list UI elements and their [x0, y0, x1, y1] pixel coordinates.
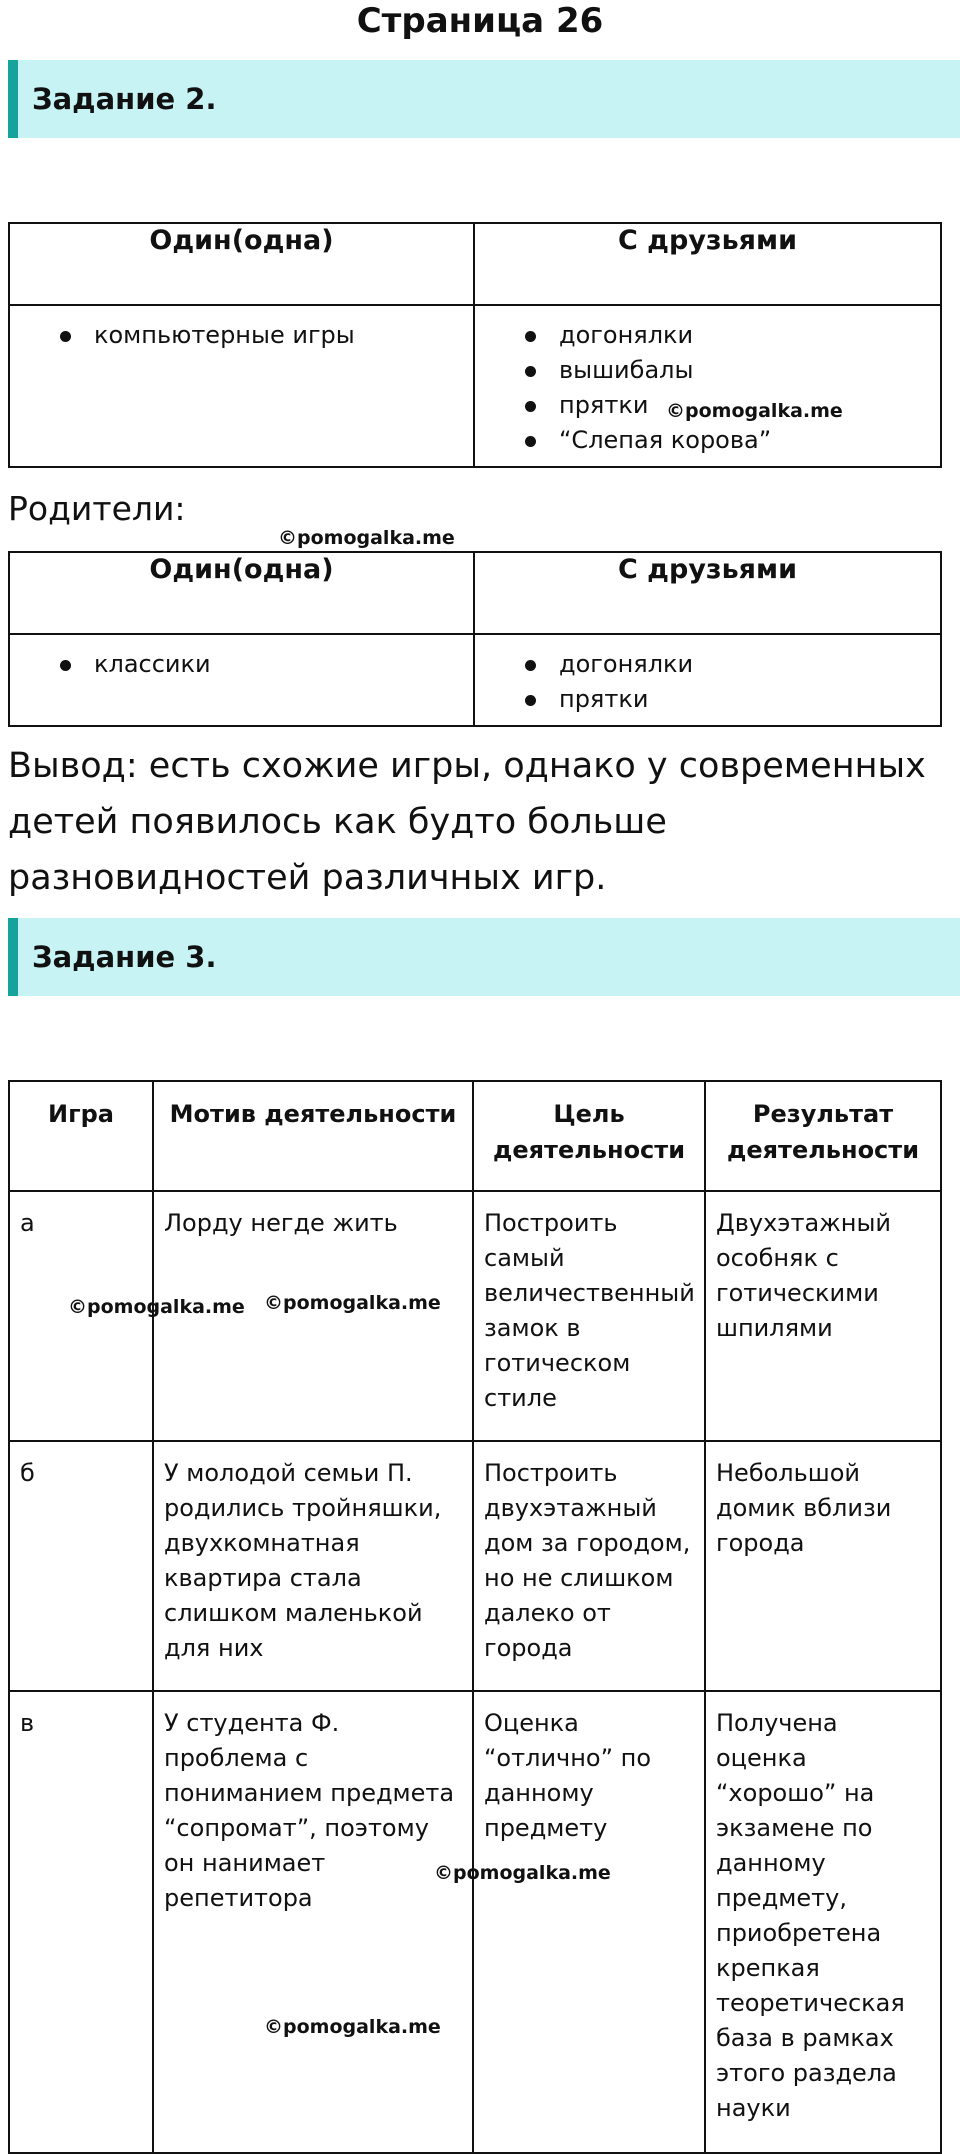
cell-friends-games [474, 305, 941, 467]
watermark: ©pomogalka.me [434, 1862, 611, 1884]
parents-label: Родители: [8, 489, 186, 528]
cell-result: Двухэтажный особняк с готическими шпилями [705, 1191, 941, 1441]
table-header-row [9, 1081, 941, 1191]
cell-goal: Построить двухэтажный дом за городом, но не слишком далеко от города [473, 1441, 705, 1691]
cell-game: б [9, 1441, 153, 1691]
conclusion-text: Вывод: есть схожие игры, однако у современных детей появилось как будто больше разновидностей различных игр. [8, 746, 926, 898]
activity-table [8, 1080, 942, 2154]
cell-alone-games [9, 634, 474, 726]
list-item: компьютерные игры [10, 318, 473, 353]
cell-motive: У студента Ф. проблема с пониманием предмета “сопромат”, поэтому он нанимает репетитора [153, 1691, 473, 2153]
header-game: Игра [9, 1081, 153, 1191]
header-goal: Цель деятельности [473, 1081, 705, 1191]
table-header-row [9, 552, 941, 634]
games-table-children [8, 222, 942, 468]
task-2-heading: Задание 2. [8, 60, 960, 138]
table-row [9, 1441, 941, 1691]
list-item: догонялки [475, 318, 940, 353]
list-item: догонялки [475, 647, 940, 682]
header-alone: Один(одна) [9, 223, 474, 305]
list-item: “Слепая корова” [475, 423, 940, 458]
list-item: вышибалы [475, 353, 940, 388]
watermark: ©pomogalka.me [278, 527, 455, 549]
watermark: ©pomogalka.me [666, 400, 843, 422]
watermark: ©pomogalka.me [264, 2016, 441, 2038]
list-item: классики [10, 647, 473, 682]
games-table-parents [8, 551, 942, 727]
page-title: Страница 26 [356, 1, 604, 41]
table-row [9, 305, 941, 467]
header-alone: Один(одна) [9, 552, 474, 634]
header-result: Результат деятельности [705, 1081, 941, 1191]
table-header-row [9, 223, 941, 305]
cell-friends-games [474, 634, 941, 726]
cell-game: в [9, 1691, 153, 2153]
cell-motive: Лорду негде жить [153, 1191, 473, 1441]
cell-alone-games [9, 305, 474, 467]
cell-motive: У молодой семьи П. родились тройняшки, двухкомнатная квартира стала слишком маленькой для них [153, 1441, 473, 1691]
cell-result: Небольшой домик вблизи города [705, 1441, 941, 1691]
header-friends: С друзьями [474, 552, 941, 634]
header-motive: Мотив деятельности [153, 1081, 473, 1191]
cell-game: а [9, 1191, 153, 1441]
cell-result: Получена оценка “хорошо” на экзамене по данному предмету, приобретена крепкая теоретическая база в рамках этого раздела науки [705, 1691, 941, 2153]
cell-goal: Оценка “отлично” по данному предмету [473, 1691, 705, 2153]
task-3-heading: Задание 3. [8, 918, 960, 996]
table-row [9, 634, 941, 726]
watermark: ©pomogalka.me [264, 1292, 441, 1314]
list-item: прятки [475, 388, 940, 423]
table-row [9, 1691, 941, 2153]
watermark: ©pomogalka.me [68, 1296, 245, 1318]
header-friends: С друзьями [474, 223, 941, 305]
cell-goal: Построить самый величественный замок в готическом стиле [473, 1191, 705, 1441]
list-item: прятки [475, 682, 940, 717]
